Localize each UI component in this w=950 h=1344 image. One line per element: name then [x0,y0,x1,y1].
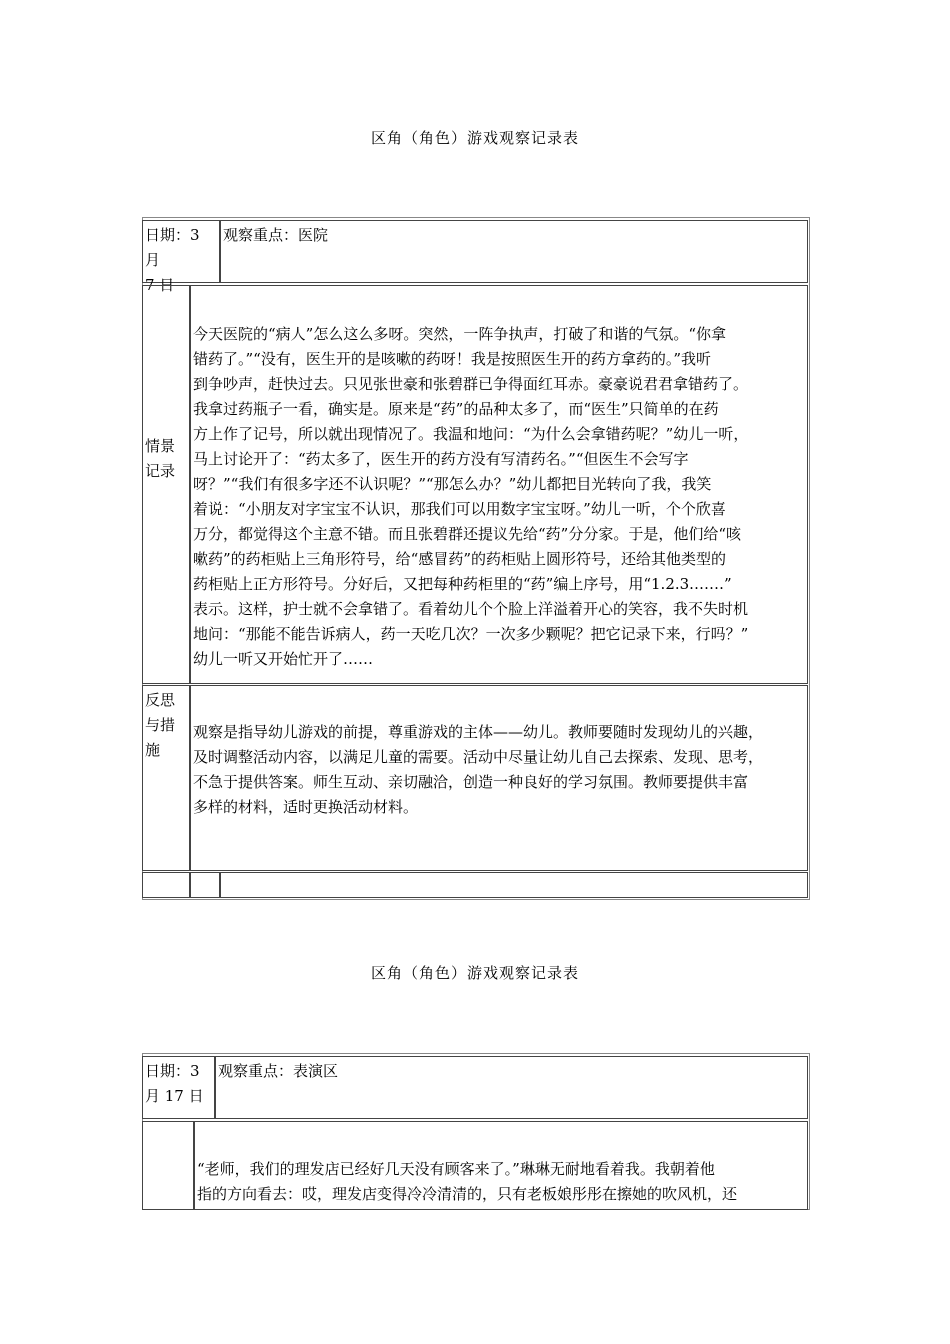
table1-scene-line: 地问：“那能不能告诉病人，药一天吃几次？一次多少颗呢？把它记录下来，行吗？” [193,625,749,643]
table2-title: 区角（角色）游戏观察记录表 [370,964,579,982]
table1-scene-line: 呀？”“我们有很多字还不认识呢？”“那怎么办？”幼儿都把目光转向了我，我笑 [193,475,712,493]
table1-reflect-line: 及时调整活动内容，以满足儿童的需要。活动中尽量让幼儿自己去探索、发现、思考， [193,748,764,766]
table1-empty-cell-3 [220,872,808,898]
table1-empty-cell-1 [142,872,190,898]
table1-date-line1: 日期：3 月 [145,226,200,269]
table1-reflect-label-line2: 与措 [145,716,176,734]
table1-reflect-label-cell [142,685,190,871]
table1-scene-line: 马上讨论开了：“药太多了，医生开的药方没有写清药名。”“但医生不会写字 [193,450,689,468]
table1-scene-content-cell [190,285,808,684]
table1-scene-line: 着说：“小朋友对字宝宝不认识，那我们可以用数字宝宝呀。”幼儿一听，个个欣喜 [193,500,726,518]
table1-focus: 观察重点：医院 [223,226,329,244]
table1-scene-label-line2: 记录 [145,462,176,480]
table1-scene-line: 嗽药”的药柜贴上三角形符号，给“感冒药”的药柜贴上圆形符号，还给其他类型的 [193,550,727,568]
table1-reflect-line: 不急于提供答案。师生互动、亲切融洽，创造一种良好的学习氛围。教师要提供丰富 [193,773,749,791]
table1-focus-cell [220,220,808,283]
table1-title: 区角（角色）游戏观察记录表 [370,129,579,147]
table2-scene-line: “老师，我们的理发店已经好几天没有顾客来了。”琳琳无耐地看着我。我朝着他 [197,1160,715,1178]
table1-scene-line: 药柜贴上正方形符号。分好后，又把每种药柜里的“药”编上序号，用“1.2.3.……” [193,575,732,593]
table1-scene-line: 我拿过药瓶子一看，确实是。原来是“药”的品种太多了，而“医生”只简单的在药 [193,400,719,418]
table1-scene-line: 错药了。”“没有，医生开的是咳嗽的药呀！我是按照医生开的药方拿药的。”我听 [193,350,712,368]
table2-scene-line: 指的方向看去：哎，理发店变得冷冷清清的，只有老板娘彤彤在擦她的吹风机，还 [197,1185,738,1203]
table1-scene-label-cell [142,285,190,684]
table1-scene-line: 到争吵声，赶快过去。只见张世豪和张碧群已争得面红耳赤。豪豪说君君拿错药了。 [193,375,749,393]
table2-date-cell [142,1056,215,1119]
table2-date-line2: 月 17 日 [145,1087,204,1105]
table2-date-line1: 日期：3 [145,1062,200,1080]
table1-scene-line: 今天医院的“病人”怎么这么多呀。突然，一阵争执声，打破了和谐的气氛。“你拿 [193,325,727,343]
table1-reflect-label-line1: 反思 [145,691,176,709]
table1-empty-cell-2 [190,872,220,898]
table1-date-line2: 7 日 [145,276,175,294]
table1-scene-label-line1: 情景 [145,437,176,455]
table1-scene-line: 方上作了记号，所以就出现情况了。我温和地问：“为什么会拿错药呢？”幼儿一听， [193,425,749,443]
table2-scene-content-cell [194,1121,808,1210]
table2-scene-label-cell [142,1121,194,1210]
table1-scene-line: 幼儿一听又开始忙开了…… [193,650,374,668]
table1-scene-line: 万分，都觉得这个主意不错。而且张碧群还提议先给“药”分分家。于是，他们给“咳 [193,525,742,543]
table1-reflect-label-line3: 施 [145,741,161,759]
table2-focus: 观察重点：表演区 [218,1062,339,1080]
table1-date-cell [142,220,220,294]
table1-reflect-line: 多样的材料，适时更换活动材料。 [193,798,419,816]
table1-reflect-line: 观察是指导幼儿游戏的前提，尊重游戏的主体——幼儿。教师要随时发现幼儿的兴趣， [193,723,764,741]
table2-focus-cell [215,1056,808,1119]
table1-reflect-content-cell [190,685,808,871]
table1-scene-line: 表示。这样，护士就不会拿错了。看着幼儿个个脸上洋溢着开心的笑容，我不失时机 [193,600,749,618]
